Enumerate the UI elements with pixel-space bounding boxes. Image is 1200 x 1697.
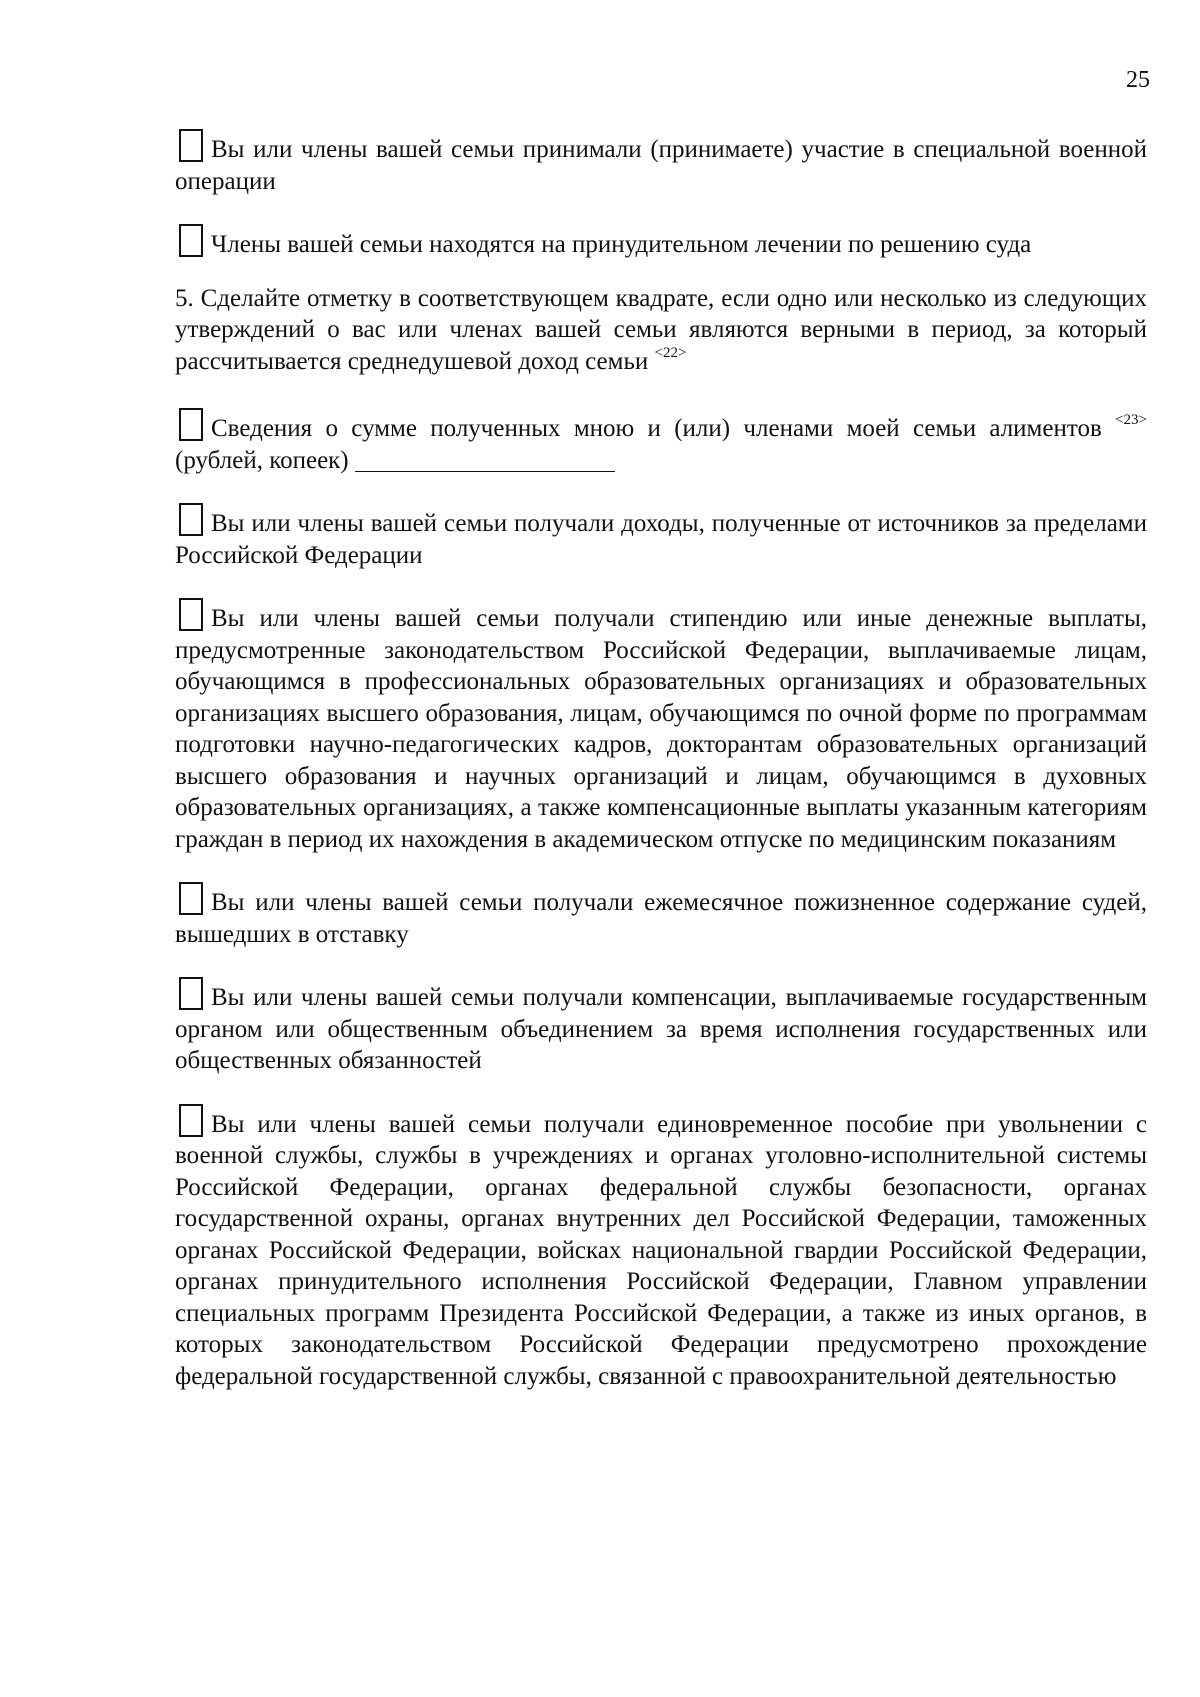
- checkbox-label-foreign-income: Вы или члены вашей семьи получали доходы, полученные от источников за пределами Российской Федерации: [175, 510, 1147, 569]
- checkbox-label-svo: Вы или члены вашей семьи принимали (принимаете) участие в специальной военной операции: [175, 136, 1147, 195]
- checkbox-foreign-income[interactable]: [179, 503, 203, 536]
- section-5-instruction: 5. Сделайте отметку в соответствующем квадрате, если одно или несколько из следующих утверждений о вас или членах вашей семьи являются верными в период, за который рассчитывается среднедушевой доход семьи: [175, 284, 1147, 375]
- checkbox-label-compulsory-treatment: Члены вашей семьи находятся на принудительном лечении по решению суда: [211, 231, 1032, 258]
- checkbox-label-stipend: Вы или члены вашей семьи получали стипендию или иные денежные выплаты, предусмотренные законодательством Российской Федерации, выплачиваемые лицам, обучающимся в профессиональных образовательных организациях и образовательных организациях высшего образования, лицам, обучающимся по очной форме по программам подготовки научно-педагогических кадров, докторантам образовательных организаций высшего образования и научных организаций и лицам, обучающимся в духовных образовательных организациях, а также компенсационные выплаты указанным категориям граждан в период их нахождения в академическом отпуске по медицинским показаниям: [175, 605, 1147, 853]
- checkbox-label-judges-allowance: Вы или члены вашей семьи получали ежемесячное пожизненное содержание судей, вышедших в отставку: [175, 889, 1147, 948]
- page-number: 25: [1126, 67, 1150, 93]
- footnote-ref-23: <23>: [1115, 412, 1147, 428]
- checkbox-label-public-duties-compensation: Вы или члены вашей семьи получали компенсации, выплачиваемые государственным органом или общественным объединением за время исполнения государственных или общественных обязанностей: [175, 984, 1147, 1074]
- checkbox-item-svo: [175, 134, 1147, 197]
- checkbox-public-duties-compensation[interactable]: [179, 977, 203, 1010]
- section-5-text: [175, 283, 1147, 378]
- checkbox-item-compulsory-treatment: [175, 229, 1147, 261]
- checkbox-item-public-duties-compensation: [175, 982, 1147, 1077]
- checkbox-item-stipend: [175, 603, 1147, 855]
- alimony-label: Сведения о сумме полученных мною и (или) членами моей семьи алиментов: [211, 415, 1116, 442]
- checkbox-stipend[interactable]: [179, 598, 203, 631]
- checkbox-item-judges-allowance: [175, 887, 1147, 950]
- section-5-heading: [175, 283, 1147, 378]
- alimony-amount-field[interactable]: [355, 447, 615, 472]
- checkbox-item-foreign-income: [175, 508, 1147, 571]
- checkbox-alimony[interactable]: [179, 408, 203, 441]
- footnote-ref-22: <22>: [654, 344, 687, 361]
- form-content: [175, 134, 1147, 1424]
- checkbox-label-alimony: [175, 413, 1147, 476]
- checkbox-label-severance-allowance: Вы или члены вашей семьи получали единовременное пособие при увольнении с военной службы, службы в учреждениях и органах уголовно-исполнительной системы Российской Федерации, органах федеральной службы безопасности, органах государственной охраны, органах внутренних дел Российской Федерации, таможенных органах Российской Федерации, войсках национальной гвардии Российской Федерации, органах принудительного исполнения Российской Федерации, Главном управлении специальных программ Президента Российской Федерации, а также из иных органов, в которых законодательством Российской Федерации предусмотрено прохождение федеральной государственной службы, связанной с правоохранительной деятельностью: [175, 1110, 1147, 1390]
- checkbox-severance-allowance[interactable]: [179, 1104, 203, 1137]
- checkbox-svo[interactable]: [179, 129, 203, 162]
- checkbox-item-alimony: [175, 413, 1147, 476]
- checkbox-compulsory-treatment[interactable]: [179, 224, 203, 257]
- alimony-unit-label: (рублей, копеек): [175, 446, 349, 474]
- checkbox-item-severance-allowance: [175, 1109, 1147, 1393]
- checkbox-judges-allowance[interactable]: [179, 882, 203, 915]
